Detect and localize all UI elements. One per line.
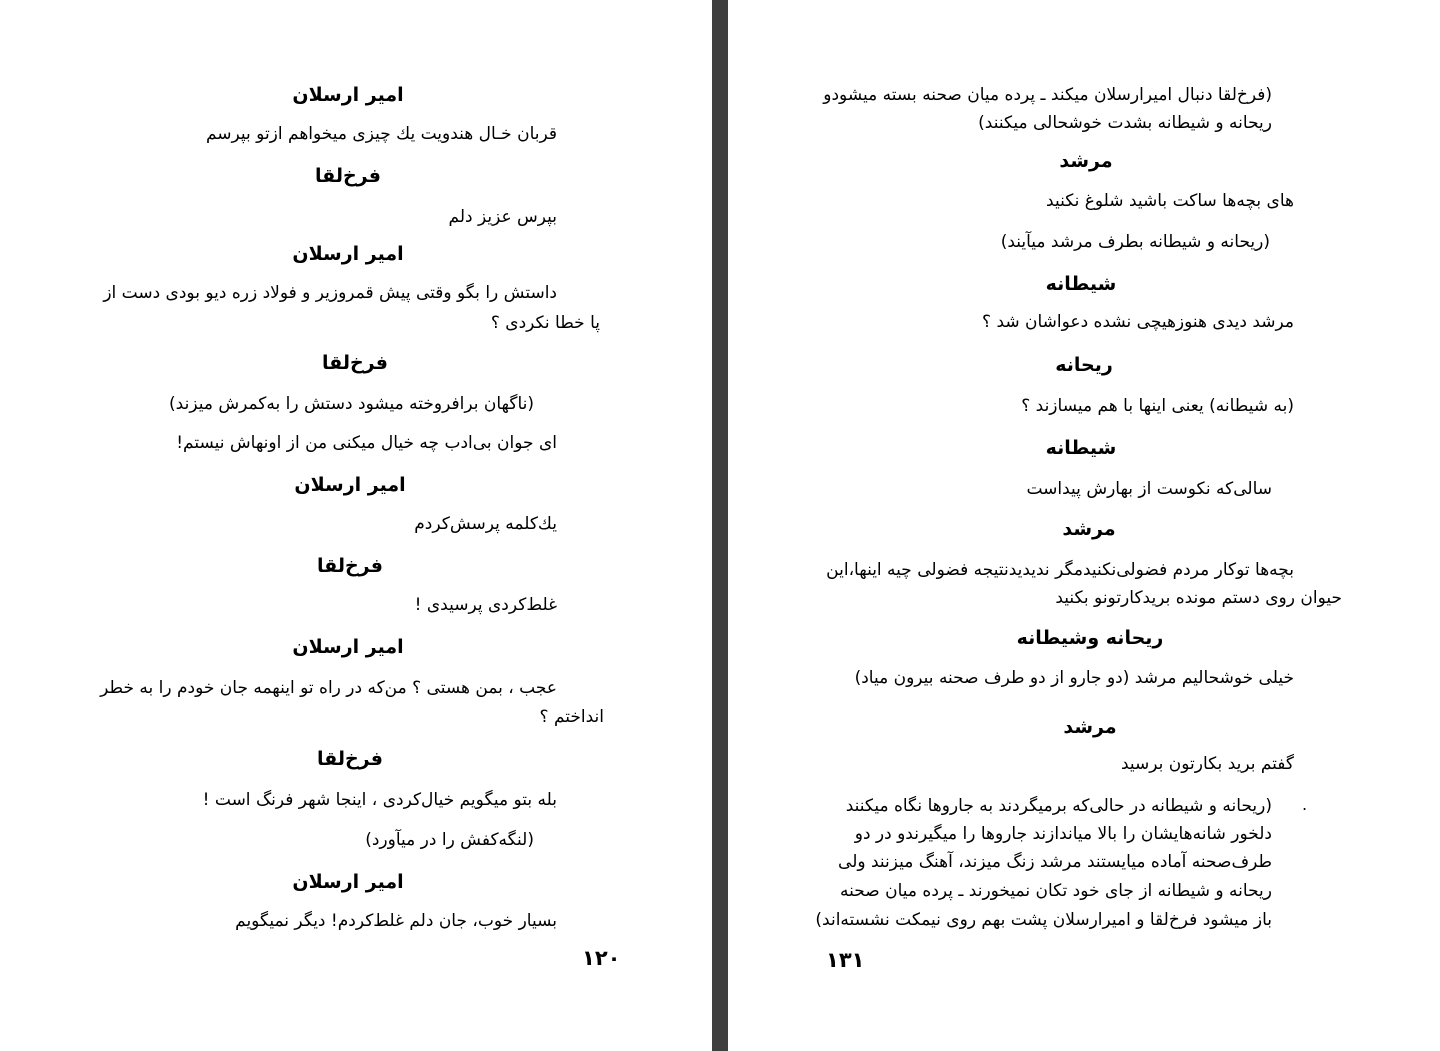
stage-direction: (ریحانه و شیطانه در حالی‌که برمیگردند به جاروها نگاه میکنند [845,796,1272,816]
page-number: ۱۲۰ [582,946,621,970]
speaker-name: فرخ‌لقا [317,748,383,770]
dialogue-line: بسیار خوب، جان دلم غلط‌کردم! دیگر نمیگویم [235,911,557,931]
dialogue-line: قربان خـال هندویت يك چیزی میخواهم ازتو بپرسم [205,124,557,144]
right-page [728,0,1440,1051]
dialogue-line: حیوان روی دستم مونده بریدکارتونو بکنید [1055,588,1342,608]
speaker-name: شیطانه [1045,437,1117,459]
stage-direction: دلخور شانه‌هایشان را بالا میاندازند جاروها را میگیرندو در دو [854,824,1272,844]
speaker-name: ریحانه وشیطانه [1016,627,1164,649]
left-page [0,0,712,1051]
dialogue-line: بچه‌ها توکار مردم فضولی‌نکنیدمگر ندیدیدنتیجه فضولی چیه اینها،این [826,560,1294,580]
dialogue-line: گفتم برید بکارتون برسید [1120,754,1294,774]
dialogue-line: داستش را بگو وقتی پیش قمروزیر و فولاد زره دیو بودی دست از [103,283,557,303]
speaker-name: امیر ارسلان [294,474,406,496]
stage-direction: ریحانه و شیطانه از جای خود تکان نمیخورند ـ پرده میان صحنه [840,881,1272,901]
speaker-name: مرشد [1063,716,1117,738]
stage-direction: (فرخ‌لقا دنبال امیرارسلان میکند ـ پرده میان صحنه بسته میشودو [823,85,1272,105]
dialogue-line: بله بتو میگویم خیال‌کردی ، اینجا شهر فرنگ است ! [202,790,557,810]
speaker-name: شیطانه [1045,273,1117,295]
stage-direction: ریحانه و شیطانه بشدت خوشحالی میکنند) [978,113,1272,133]
speaker-name: مرشد [1059,150,1113,172]
book-spine [712,0,728,1051]
dialogue-line: مرشد دیدی هنوزهیچی نشده دعواشان شد ؟ [982,312,1294,332]
margin-mark: . [1302,795,1308,814]
stage-direction: (لنگه‌کفش را در میآورد) [365,830,534,850]
dialogue-line: غلط‌کردی پرسیدی ! [414,595,557,615]
dialogue-line: عجب ، بمن هستی ؟ من‌که در راه تو اینهمه جان خودم را به خطر [100,678,557,698]
speaker-name: امیر ارسلان [292,636,404,658]
stage-direction: باز میشود فرخ‌لقا و امیرارسلان پشت بهم روی نیمکت نشسته‌اند) [815,910,1272,930]
dialogue-line: يك‌كلمه پرسش‌كردم [414,514,557,534]
speaker-name: امیر ارسلان [292,243,404,265]
dialogue-line: بپرس عزیز دلم [448,207,557,227]
page-number: ۱۳۱ [826,948,865,972]
stage-direction: طرف‌صحنه آماده میایستند مرشد زنگ میزند، آهنگ میزنند ولی [838,852,1272,872]
stage-direction: (ناگهان برافروخته میشود دستش را به‌کمرش میزند) [169,394,534,414]
dialogue-line: های بچه‌ها ساکت باشید شلوغ نکنید [1046,191,1294,211]
dialogue-line: پا خطا نکردی ؟ [490,313,600,333]
stage-direction: (به شیطانه) یعنی اینها با هم میسازند ؟ [1021,396,1294,416]
speaker-name: فرخ‌لقا [315,165,381,187]
speaker-name: امیر ارسلان [292,84,404,106]
speaker-name: فرخ‌لقا [322,352,388,374]
dialogue-line: ای جوان بی‌ادب چه خیال میکنی من از اونهاش نیستم! [176,433,557,453]
dialogue-line: خیلی خوشحالیم مرشد (دو جارو از دو طرف صحنه بیرون میاد) [854,668,1294,688]
speaker-name: ریحانه [1055,354,1113,376]
speaker-name: مرشد [1062,518,1116,540]
speaker-name: امیر ارسلان [292,871,404,893]
dialogue-line: سالی‌که نکوست از بهارش پیداست [1026,479,1272,499]
dialogue-line: انداختم ؟ [539,707,604,727]
stage-direction: (ریحانه و شیطانه بطرف مرشد میآیند) [1000,232,1270,252]
speaker-name: فرخ‌لقا [317,555,383,577]
